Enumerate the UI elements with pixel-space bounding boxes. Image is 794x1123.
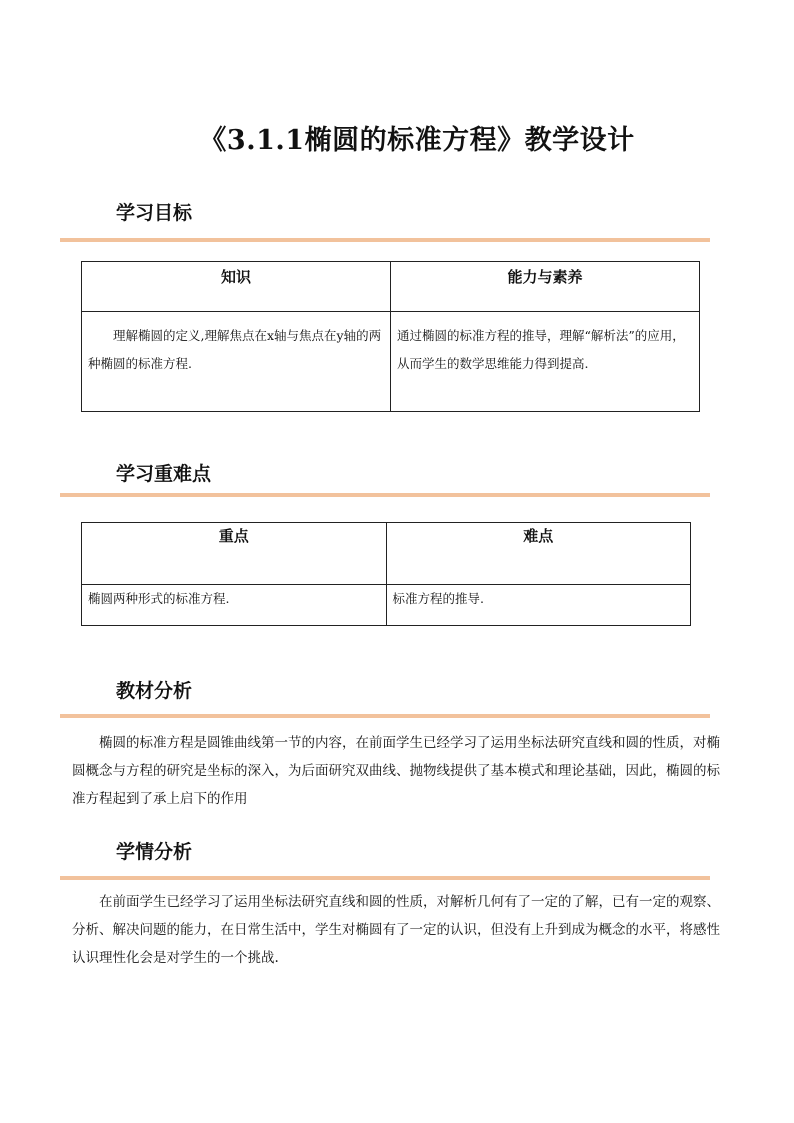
section-divider: [60, 493, 710, 497]
keypoints-table: [81, 522, 691, 626]
section-heading-keypoints: 学习重难点: [116, 463, 212, 485]
keypoints-header-difficulty: 难点: [386, 523, 691, 585]
section-heading-students: 学情分析: [116, 841, 193, 863]
goals-ability-text: 通过椭圆的标准方程的推导，理解“解析法”的应用，从而学生的数学思维能力得到提高.: [397, 328, 685, 371]
goals-header-ability: 能力与素养: [391, 262, 700, 312]
keypoints-header-focus: 重点: [82, 523, 387, 585]
students-paragraph: 在前面学生已经学习了运用坐标法研究直线和圆的性质，对解析几何有了一定的了解，已有一定的观察、分析、解决问题的能力，在日常生活中，学生对椭圆有了一定的认识，但没有上升到成为概念的水平，将感性认识理性化会是对学生的一个挑战.: [72, 894, 720, 966]
goals-knowledge-text: 理解椭圆的定义,理解焦点在x轴与焦点在y轴的两种椭圆的标准方程.: [88, 328, 382, 371]
section-heading-goals: 学习目标: [116, 202, 193, 224]
keypoints-focus-text: 椭圆两种形式的标准方程.: [88, 591, 230, 606]
material-paragraph: 椭圆的标准方程是圆锥曲线第一节的内容，在前面学生已经学习了运用坐标法研究直线和圆的性质，对椭圆概念与方程的研究是坐标的深入，为后面研究双曲线、抛物线提供了基本模式和理论基础，因此，椭圆的标准方程起到了承上启下的作用: [72, 735, 720, 807]
section-divider: [60, 714, 710, 718]
goals-header-knowledge: 知识: [82, 262, 391, 312]
page-title: 《3.1.1椭圆的标准方程》教学设计: [199, 125, 635, 156]
section-heading-material: 教材分析: [116, 680, 193, 702]
goals-table: [81, 261, 700, 412]
keypoints-difficulty-text: 标准方程的推导.: [392, 591, 484, 606]
section-divider: [60, 238, 710, 242]
section-divider: [60, 876, 710, 880]
